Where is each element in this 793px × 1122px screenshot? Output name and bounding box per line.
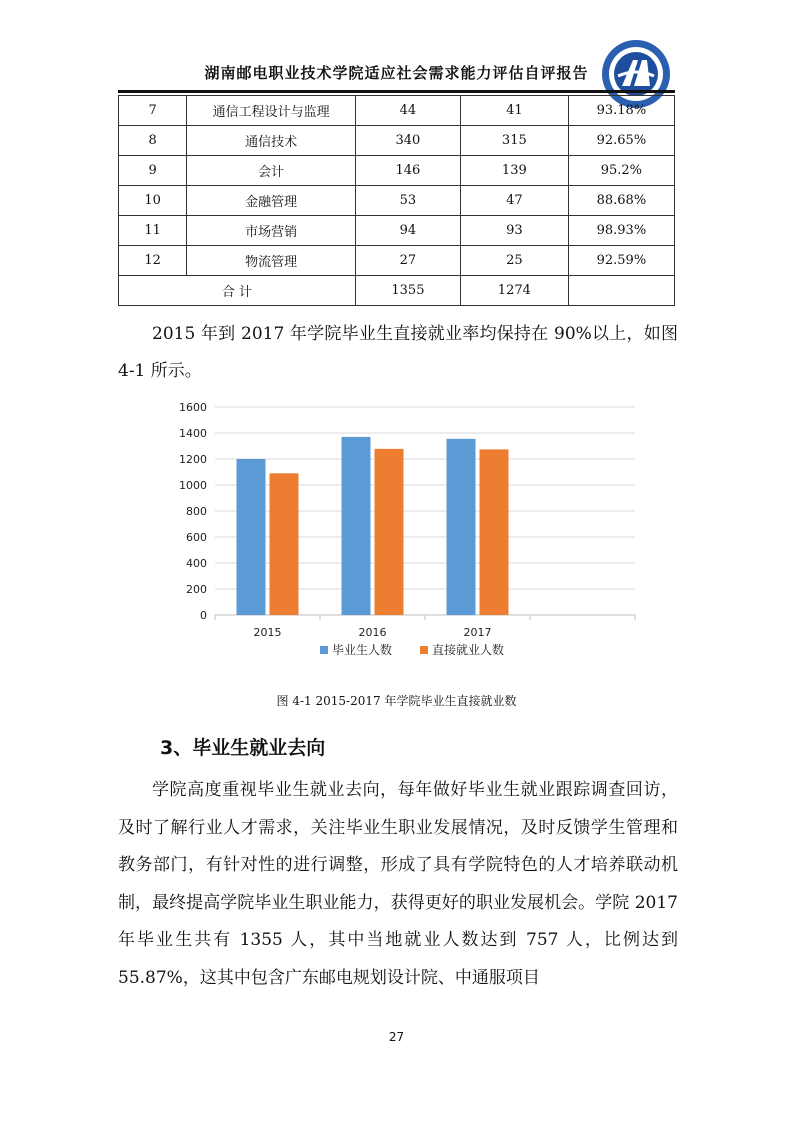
table-cell-name: 物流管理 <box>187 246 356 276</box>
header-title: 湖南邮电职业技术学院适应社会需求能力评估自评报告 <box>204 64 589 82</box>
table-cell-employed: 93 <box>460 216 568 246</box>
table-row <box>119 216 675 246</box>
bar-graduates <box>342 437 371 615</box>
legend-swatch <box>320 646 328 654</box>
y-tick-label: 400 <box>186 557 207 570</box>
legend-label: 直接就业人数 <box>432 643 505 657</box>
table-cell-graduates: 146 <box>355 156 460 186</box>
table-total-graduates: 1355 <box>355 276 460 306</box>
bar-employed <box>375 449 404 615</box>
table-cell-graduates: 44 <box>355 96 460 126</box>
intro-paragraph: 2015 年到 2017 年学院毕业生直接就业率均保持在 90%以上，如图 4-1 所示。 <box>118 324 678 381</box>
table-cell-name: 会计 <box>187 156 356 186</box>
table-cell-employed: 41 <box>460 96 568 126</box>
legend-swatch <box>420 646 428 654</box>
section-heading: 3、毕业生就业去向 <box>160 737 326 759</box>
table-row <box>119 96 675 126</box>
employment-bar-chart <box>160 395 650 680</box>
table-cell-rate: 92.59% <box>568 246 674 276</box>
y-tick-label: 1200 <box>179 453 207 466</box>
bar-graduates <box>447 439 476 615</box>
table-cell-employed: 25 <box>460 246 568 276</box>
table-cell-rate: 92.65% <box>568 126 674 156</box>
graduate-table <box>118 95 675 306</box>
x-tick-label: 2016 <box>358 626 387 639</box>
table-cell-no: 9 <box>119 156 187 186</box>
table-cell-graduates: 27 <box>355 246 460 276</box>
table-cell-no: 8 <box>119 126 187 156</box>
table-cell-rate: 95.2% <box>568 156 674 186</box>
legend-label: 毕业生人数 <box>332 643 393 657</box>
header-rule <box>118 90 675 93</box>
table-total-rate <box>568 276 674 306</box>
x-tick-label: 2017 <box>463 626 492 639</box>
table-cell-name: 通信技术 <box>187 126 356 156</box>
table-cell-no: 11 <box>119 216 187 246</box>
table-total-row <box>119 276 675 306</box>
bar-employed <box>270 473 299 615</box>
table-total-label: 合 计 <box>119 276 356 306</box>
table-cell-graduates: 53 <box>355 186 460 216</box>
table-cell-no: 10 <box>119 186 187 216</box>
y-tick-label: 800 <box>186 505 207 518</box>
table-row <box>119 126 675 156</box>
table-cell-employed: 315 <box>460 126 568 156</box>
table-row <box>119 156 675 186</box>
page-number: 27 <box>388 1030 405 1044</box>
table-total-employed: 1274 <box>460 276 568 306</box>
table-cell-name: 金融管理 <box>187 186 356 216</box>
table-row <box>119 246 675 276</box>
bar-employed <box>480 449 509 615</box>
table-cell-employed: 47 <box>460 186 568 216</box>
table-cell-graduates: 94 <box>355 216 460 246</box>
table-cell-graduates: 340 <box>355 126 460 156</box>
table-cell-name: 通信工程设计与监理 <box>187 96 356 126</box>
table-row <box>119 186 675 216</box>
table-cell-rate: 98.93% <box>568 216 674 246</box>
figure-caption: 图 4-1 2015-2017 年学院毕业生直接就业数 <box>276 694 517 708</box>
body-paragraph: 学院高度重视毕业生就业去向，每年做好毕业生就业跟踪调查回访，及时了解行业人才需求，关注毕业生职业发展情况，及时反馈学生管理和教务部门，有针对性的进行调整，形成了具有学院特色的人才培养联动机制，最终提高学院毕业生职业能力，获得更好的职业发展机会。学院 2017 年毕业生共有 1355 人，其中当地就业人数达到 757 人，比例达到 55.87%，这其中包含广东邮电规划设计院、中通服项目 <box>118 780 678 988</box>
y-tick-label: 1600 <box>179 401 207 414</box>
y-tick-label: 0 <box>200 609 207 622</box>
y-tick-label: 200 <box>186 583 207 596</box>
x-tick-label: 2015 <box>253 626 282 639</box>
bar-graduates <box>237 459 266 615</box>
y-tick-label: 600 <box>186 531 207 544</box>
table-cell-rate: 88.68% <box>568 186 674 216</box>
table-cell-name: 市场营销 <box>187 216 356 246</box>
table-cell-rate: 93.18% <box>568 96 674 126</box>
y-tick-label: 1000 <box>179 479 207 492</box>
y-tick-label: 1400 <box>179 427 207 440</box>
table-cell-no: 7 <box>119 96 187 126</box>
table-cell-no: 12 <box>119 246 187 276</box>
table-cell-employed: 139 <box>460 156 568 186</box>
